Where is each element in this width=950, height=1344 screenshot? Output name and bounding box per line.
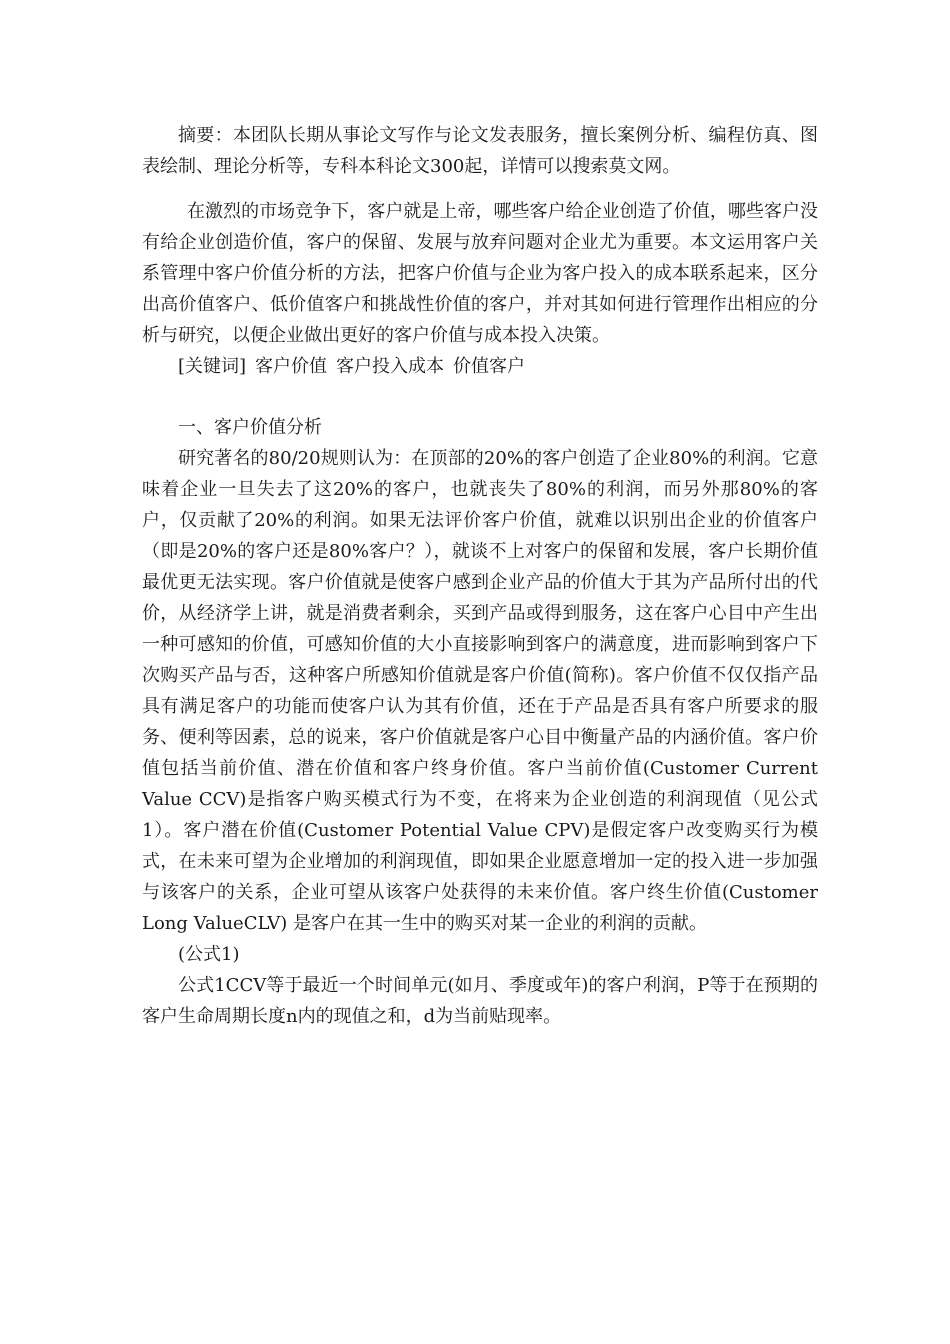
keywords-line [142, 351, 818, 382]
formula-label: (公式1) [178, 944, 240, 965]
abstract-text: 本团队长期从事论文写作与论文发表服务，擅长案例分析、编程仿真、图表绘制、理论分析等，专科本科论文300起，详情可以搜索莫文网。 [142, 125, 819, 177]
intro-paragraph: 在激烈的市场竞争下，客户就是上帝，哪些客户给企业创造了价值，哪些客户没有给企业创造价值，客户的保留、发展与放弃问题对企业尤为重要。本文运用客户关系管理中客户价值分析的方法，把客户价值与企业为客户投入的成本联系起来，区分出高价值客户、低价值客户和挑战性价值的客户，并对其如何进行管理作出相应的分析与研究，以便企业做出更好的客户价值与成本投入决策。 [142, 201, 818, 346]
document-page [142, 120, 818, 1032]
keyword-item: 价值客户 [453, 356, 526, 377]
abstract-label: 摘要： [178, 125, 233, 146]
keyword-item: 客户投入成本 [336, 356, 445, 377]
keyword-item: 客户价值 [255, 356, 328, 377]
section-body: 研究著名的80/20规则认为：在顶部的20%的客户创造了企业80%的利润。它意味着企业一旦失去了这20%的客户，也就丧失了80%的利润，而另外那80%的客户，仅贡献了20%的利润。如果无法评价客户价值，就难以识别出企业的价值客户（即是20%的客户还是80%客户？），就谈不上对客户的保留和发展，客户长期价值最优更无法实现。客户价值就是使客户感到企业产品的价值大于其为产品所付出的代价，从经济学上讲，就是消费者剩余，买到产品或得到服务，这在客户心目中产生出一种可感知的价值，可感知价值的大小直接影响到客户的满意度，进而影响到客户下次购买产品与否，这种客户所感知价值就是客户价值(简称)。客户价值不仅仅指产品具有满足客户的功能而使客户认为其有价值，还在于产品是否具有客户所要求的服务、便利等因素，总的说来，客户价值就是客户心目中衡量产品的内涵价值。客户价值包括当前价值、潜在价值和客户终身价值。客户当前价值(Customer Current Value CCV)是指客户购买模式行为不变，在将来为企业创造的利润现值（见公式1）。客户潜在价值(Customer Potential Value CPV)是假定客户改变购买行为模式，在未来可望为企业增加的利润现值，即如果企业愿意增加一定的投入进一步加强与该客户的关系，企业可望从该客户处获得的未来价值。客户终生价值(Customer Long ValueCLV) 是客户在其一生中的购买对某一企业的利润的贡献。 [142, 448, 818, 934]
formula-explanation: 公式1CCV等于最近一个时间单元(如月、季度或年)的客户利润，P等于在预期的客户生命周期长度n内的现值之和，d为当前贴现率。 [142, 975, 818, 1027]
section-heading: 一、客户价值分析 [178, 417, 322, 438]
abstract-paragraph [142, 120, 818, 182]
keywords-label: [关键词] [178, 356, 247, 377]
